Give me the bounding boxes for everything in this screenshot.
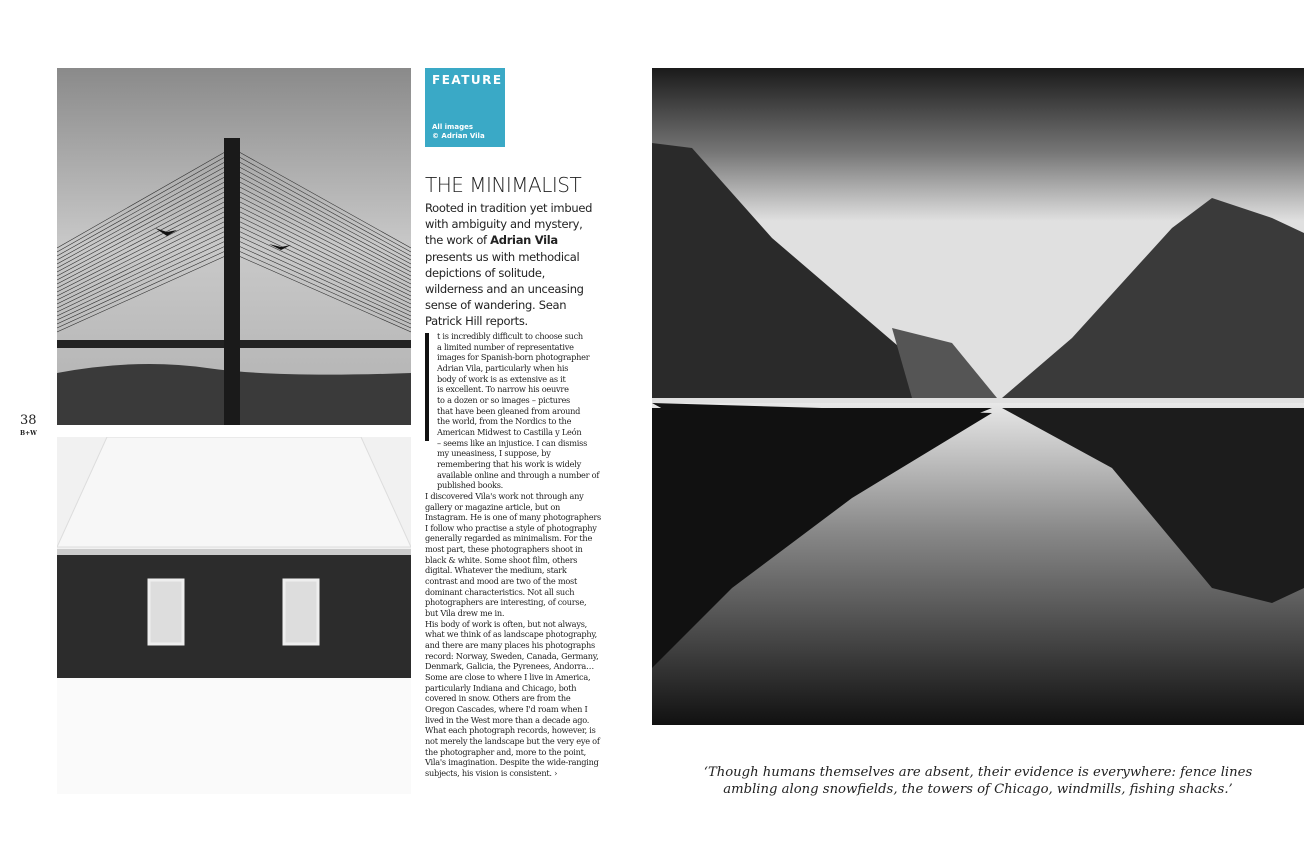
page-number: 38 bbox=[20, 413, 37, 428]
image-credit: All images © Adrian Vila bbox=[432, 123, 485, 140]
snowy-house-photo bbox=[57, 437, 411, 794]
pull-quote: ‘Though humans themselves are absent, their evidence is everywhere: fence lines ambling along snowfields, the towers of Chicago, windmills, fishing shacks.’ bbox=[703, 765, 1253, 797]
standfirst-text: presents us with methodical depictions of solitude, wilderness and an unceasing sense of wandering. Sean Patrick Hill reports. bbox=[425, 249, 584, 329]
standfirst bbox=[425, 200, 600, 330]
feature-label: FEATURE bbox=[432, 73, 503, 87]
standfirst-text: Rooted in tradition yet imbued with ambiguity and mystery, the work of bbox=[425, 201, 593, 248]
bridge-photo bbox=[57, 68, 411, 425]
body-paragraph: t is incredibly difficult to choose such a limited number of representative images for Spanish-born photographer Adrian Vila, particularly when his body of work is as extensive as it is excellent. To narrow his oeuvre to a dozen or so images – pictures that have been gleaned from around the world, from the Nordics to the American Midwest to Castilla y León – seems like an injustice. I can dismiss my uneasiness, I suppose, by remembering that his work is widely available online and through a number of published books. bbox=[437, 331, 600, 491]
body-paragraph: His body of work is often, but not always, what we think of as landscape photography, and there are many places his photographs record: Norway, Sweden, Canada, Germany, Denmark, Galicia, the Pyrenees, Andorra… Some are close to where I live in America, particularly Indiana and Chicago, both covered in snow. Others are from the Oregon Cascades, where I'd roam when I lived in the West more than a decade ago. What each photograph records, however, is not merely the landscape but the very eye of the photographer and, more to the point, Vila's imagination. Despite the wide-ranging subjects, his vision is consistent. › bbox=[425, 618, 600, 778]
fjord-photo bbox=[652, 68, 1304, 725]
photographer-name: Adrian Vila bbox=[490, 233, 558, 248]
body-paragraph: I discovered Vila's work not through any gallery or magazine article, but on Instagram. He is one of many photographers I follow who practise a style of photography generally regarded as minimalism. For the most part, these photographers shoot in black & white. Some shoot film, others digital. Whatever the medium, stark contrast and mood are two of the most dominant characteristics. Not all such photographers are interesting, of course, but Vila drew me in. bbox=[425, 490, 601, 619]
feature-tag bbox=[425, 68, 505, 147]
article-body bbox=[425, 331, 601, 779]
article-title: THE MINIMALIST bbox=[425, 173, 582, 197]
magazine-brand: B+W bbox=[20, 430, 37, 437]
